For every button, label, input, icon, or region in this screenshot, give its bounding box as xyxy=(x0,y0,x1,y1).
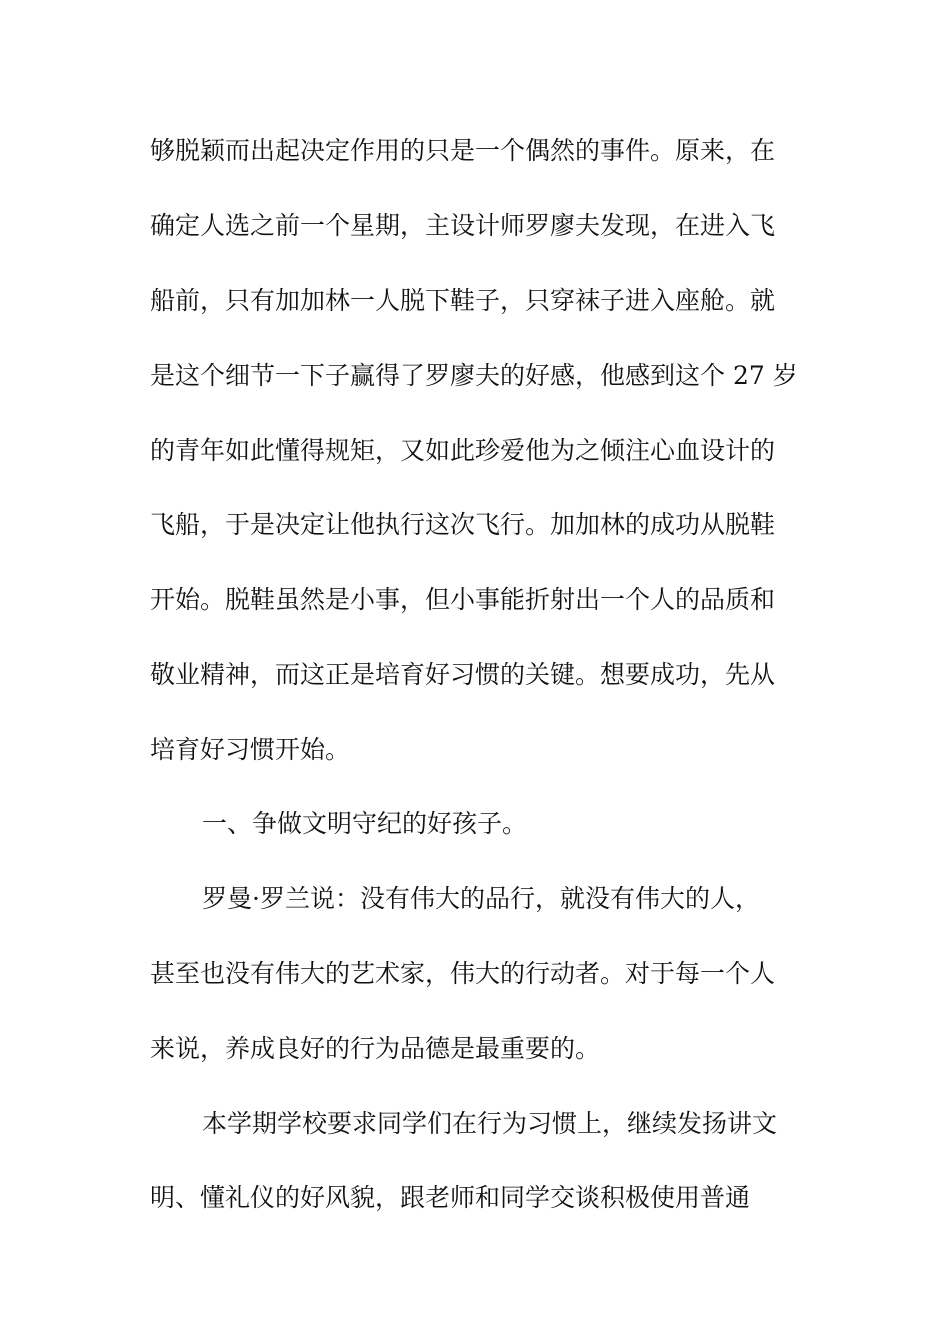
paragraph-line: 罗曼·罗兰说：没有伟大的品行，就没有伟大的人， xyxy=(202,884,760,913)
section-heading: 一、争做文明守纪的好孩子。 xyxy=(202,809,528,838)
paragraph-line: 来说，养成良好的行为品德是最重要的。 xyxy=(150,1034,601,1063)
paragraph-line: 开始。脱鞋虽然是小事，但小事能折射出一个人的品质和 xyxy=(150,585,776,614)
paragraph-line: 敬业精神，而这正是培育好习惯的关键。想要成功，先从 xyxy=(150,660,776,689)
paragraph-line: 的青年如此懂得规矩，又如此珍爱他为之倾注心血设计的 xyxy=(150,436,776,465)
paragraph-line: 甚至也没有伟大的艺术家，伟大的行动者。对于每一个人 xyxy=(150,959,776,988)
paragraph-line: 明、懂礼仪的好风貌，跟老师和同学交谈积极使用普通 xyxy=(150,1183,751,1212)
paragraph-line: 是这个细节一下子赢得了罗廖夫的好感，他感到这个 27 岁 xyxy=(150,361,798,390)
paragraph-line: 本学期学校要求同学们在行为习惯上，继续发扬讲文 xyxy=(202,1109,778,1138)
paragraph-line: 培育好习惯开始。 xyxy=(150,735,351,764)
paragraph-line: 飞船，于是决定让他执行这次飞行。加加林的成功从脱鞋 xyxy=(150,510,776,539)
paragraph-line: 船前，只有加加林一人脱下鞋子，只穿袜子进入座舱。就 xyxy=(150,286,776,315)
paragraph-line: 确定人选之前一个星期，主设计师罗廖夫发现，在进入飞 xyxy=(150,211,776,240)
paragraph-line: 够脱颖而出起决定作用的只是一个偶然的事件。原来，在 xyxy=(150,136,776,165)
